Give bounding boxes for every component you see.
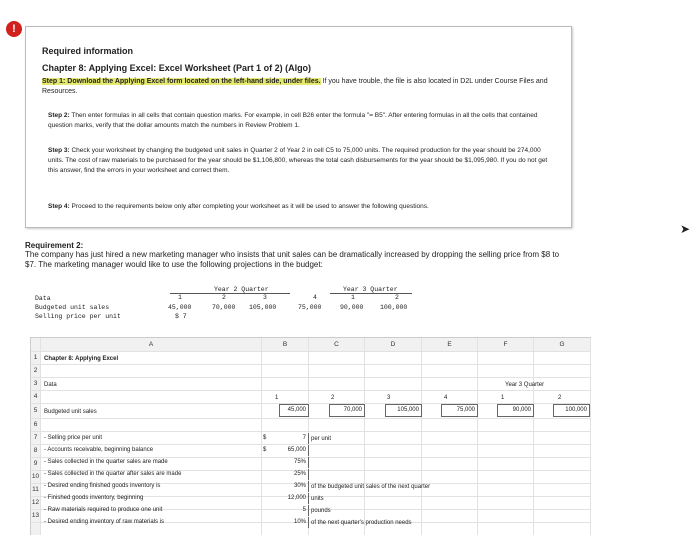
requirement-text: The company has just hired a new marketing manager who insists that unit sales can be dramatically increased by dropping the selling price from $8 to $7. The marketing manager would like to use the following projections in the budget:: [25, 250, 560, 269]
year2-underline: [170, 293, 290, 294]
cell-a3[interactable]: Data: [44, 382, 57, 388]
cell-d4[interactable]: 3: [387, 395, 391, 401]
projection-unit-sales: 45,000: [168, 304, 192, 311]
projection-quarter: 1: [178, 294, 182, 301]
cell-b11[interactable]: 30%: [273, 481, 309, 492]
cell-g5[interactable]: 100,000: [553, 404, 590, 417]
cell-e4[interactable]: 4: [444, 395, 448, 401]
step-1-rest: If you have trouble, the file is also located in D2L under Course Files and Resources.: [42, 78, 548, 95]
row-number[interactable]: 1: [33, 354, 38, 361]
step-4-label: Step 4:: [48, 203, 70, 210]
cell-b13[interactable]: 5: [273, 505, 309, 516]
cell-a8[interactable]: - Accounts receivable, beginning balance: [44, 447, 154, 453]
projection-quarter: 2: [395, 294, 399, 301]
cell-b5[interactable]: 45,000: [279, 404, 309, 417]
cell-b10[interactable]: 25%: [273, 469, 309, 480]
cell-f4[interactable]: 1: [501, 395, 505, 401]
required-information-panel: [25, 26, 572, 228]
column-header-d[interactable]: D: [390, 341, 396, 348]
row-number[interactable]: 8: [33, 447, 38, 454]
cell-c5[interactable]: 70,000: [329, 404, 365, 417]
grid-line: [31, 418, 591, 419]
grid-line: [40, 338, 41, 535]
column-header-f[interactable]: F: [503, 341, 508, 348]
chapter-title: Chapter 8: Applying Excel: Excel Worksheet (Part 1 of 2) (Algo): [42, 63, 312, 73]
cell-c13-note[interactable]: pounds: [311, 508, 331, 514]
cell-a10[interactable]: - Sales collected in the quarter after sales are made: [44, 471, 182, 477]
grid-line: [533, 338, 534, 535]
column-header-e[interactable]: E: [447, 341, 452, 348]
step-4-body: Proceed to the requirements below only after completing your worksheet as it will be used to answer the following questions.: [69, 203, 429, 210]
row-number[interactable]: 4: [33, 393, 38, 400]
grid-line: [31, 377, 591, 378]
cell-c11-note[interactable]: of the budgeted unit sales of the next quarter: [311, 484, 431, 490]
step-1-text: [42, 77, 567, 97]
row-number[interactable]: 9: [33, 460, 38, 467]
column-header-c[interactable]: C: [334, 341, 339, 348]
step-2-body: Then enter formulas in all cells that contain question marks. For example, in cell B26 enter the formula "= B5". After entering formulas in all the cells that contained question marks, verify that the dollar amounts match the numbers in Review Problem 1.: [48, 112, 538, 129]
cell-c14-note[interactable]: of the next quarter's production needs: [311, 520, 412, 526]
year2-quarter-header: Year 2 Quarter: [214, 286, 269, 293]
projection-data-label: Data: [35, 295, 51, 302]
projection-quarter: 4: [313, 294, 317, 301]
row-number[interactable]: 13: [31, 512, 40, 519]
projection-unit-sales-label: Budgeted unit sales: [35, 304, 110, 311]
row-number[interactable]: 3: [33, 380, 38, 387]
cell-a14[interactable]: - Desired ending inventory of raw materials is: [44, 519, 165, 525]
grid-line: [31, 364, 591, 365]
row-number[interactable]: 7: [33, 434, 38, 441]
cursor-arrow-icon: ➤: [679, 222, 690, 236]
step-3-text: [48, 146, 548, 176]
cell-a13[interactable]: - Raw materials required to produce one unit: [44, 507, 163, 513]
grid-line: [364, 338, 365, 535]
projection-quarter: 3: [263, 294, 267, 301]
cell-b4[interactable]: 1: [275, 395, 279, 401]
excel-worksheet[interactable]: [30, 337, 591, 535]
cell-c12-note[interactable]: units: [311, 496, 324, 502]
step-3-body: Check your worksheet by changing the budgeted unit sales in Quarter 2 of Year 2 in cell C5 to 75,000 units. The required production for the year should be 274,000 units. The cost of raw materials to be purchased for the year should be $1,106,800, whereas the total cash disbursements for the year should be $1,095,980. If you do not get this answer, find the errors in your worksheet and correct them.: [48, 147, 548, 174]
cell-a5[interactable]: Budgeted unit sales: [44, 409, 97, 415]
cell-a7[interactable]: - Selling price per unit: [44, 435, 103, 441]
cell-e5[interactable]: 75,000: [441, 404, 478, 417]
cell-a11[interactable]: - Desired ending finished goods inventory is: [44, 483, 161, 489]
grid-line: [421, 338, 422, 535]
step-2-label: Step 2:: [48, 112, 70, 119]
cell-c4[interactable]: 2: [331, 395, 335, 401]
row-number[interactable]: 11: [32, 486, 39, 493]
required-information-title: Required information: [42, 46, 134, 56]
projection-quarter: 2: [222, 294, 226, 301]
grid-line: [31, 351, 591, 352]
row-number[interactable]: 10: [31, 473, 40, 480]
step-3-label: Step 3:: [48, 147, 70, 154]
projection-unit-sales: 70,000: [212, 304, 236, 311]
column-header-b[interactable]: B: [282, 341, 288, 348]
year3-quarter-header: Year 3 Quarter: [343, 286, 398, 293]
grid-line: [261, 338, 262, 535]
dollar-sign: $: [263, 435, 267, 441]
column-header-g[interactable]: G: [559, 341, 565, 348]
cell-a12[interactable]: - Finished goods inventory, beginning: [44, 495, 144, 501]
grid-line: [31, 444, 591, 445]
cell-g4[interactable]: 2: [558, 395, 562, 401]
cell-a9[interactable]: - Sales collected in the quarter sales are made: [44, 459, 168, 465]
cell-b7[interactable]: 7: [288, 433, 309, 444]
cell-b14[interactable]: 10%: [273, 517, 309, 528]
cell-d5[interactable]: 105,000: [385, 404, 422, 417]
cell-f5[interactable]: 90,000: [497, 404, 534, 417]
row-number[interactable]: 2: [33, 367, 38, 374]
grid-line: [31, 431, 591, 432]
cell-a1[interactable]: Chapter 8: Applying Excel: [44, 356, 119, 362]
step-1-highlight[interactable]: Step 1: Download the Applying Excel form located on the left-hand side, under files.: [42, 78, 321, 85]
cell-b8[interactable]: 65,000: [273, 445, 309, 456]
dollar-sign: $: [263, 447, 267, 453]
column-header-a[interactable]: A: [148, 341, 154, 348]
year3-underline: [330, 293, 412, 294]
row-number[interactable]: 12: [31, 499, 40, 506]
step-2-text: [48, 111, 548, 131]
row-number[interactable]: 6: [33, 421, 38, 428]
cell-b12[interactable]: 12,000: [273, 493, 309, 504]
step-4-text: [48, 202, 548, 212]
cell-b9[interactable]: 75%: [273, 457, 309, 468]
projection-unit-sales: 105,000: [249, 304, 277, 311]
grid-line: [477, 338, 478, 535]
projection-unit-sales: 75,000: [298, 304, 322, 311]
cell-c7-note[interactable]: per unit: [311, 436, 332, 442]
projection-price: $ 7: [175, 313, 187, 320]
projection-unit-sales: 100,000: [380, 304, 408, 311]
cell-f3[interactable]: Year 3 Quarter: [505, 382, 545, 388]
projection-quarter: 1: [351, 294, 355, 301]
row-number[interactable]: 5: [33, 407, 38, 414]
alert-icon: !: [6, 21, 22, 37]
grid-line: [31, 390, 591, 391]
requirement-title: Requirement 2:: [25, 241, 84, 250]
projection-price-label: Selling price per unit: [35, 313, 121, 320]
projection-unit-sales: 90,000: [340, 304, 364, 311]
grid-line: [590, 338, 591, 535]
